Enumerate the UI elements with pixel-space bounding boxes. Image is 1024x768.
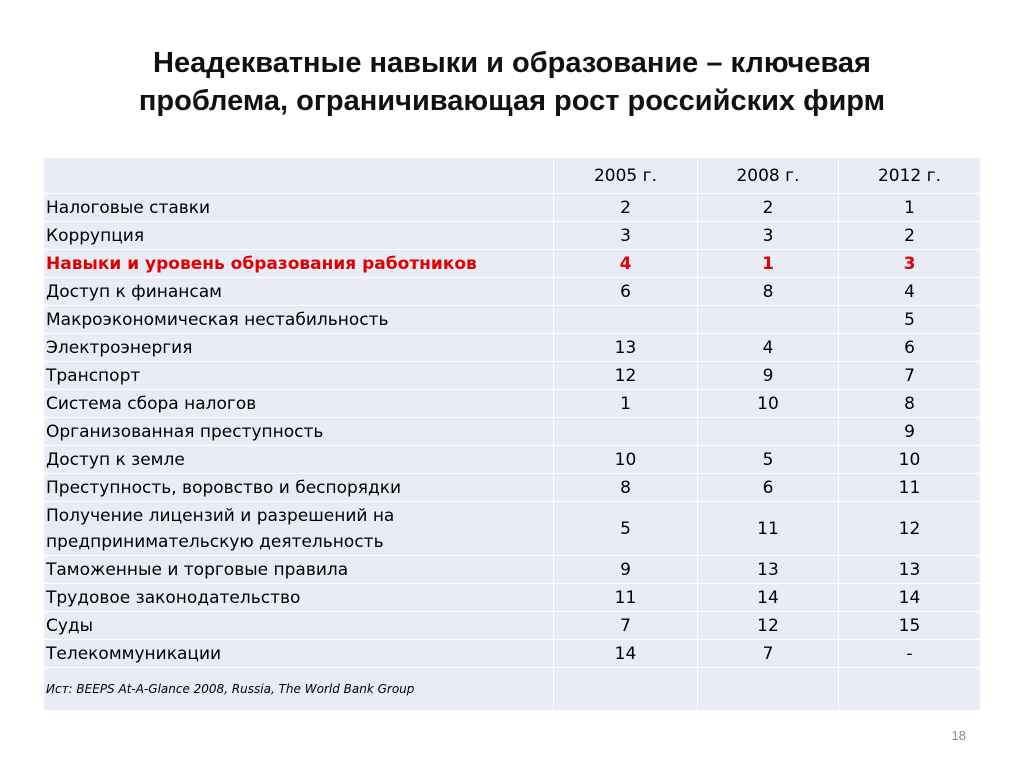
rank-2008-cell (698, 418, 839, 446)
rank-2008-cell: 1 (698, 250, 839, 278)
rank-2008-cell: 5 (698, 446, 839, 474)
factor-cell: Доступ к земле (44, 446, 554, 474)
factor-cell: Получение лицензий и разрешений на предпринимательскую деятельность (44, 502, 554, 556)
table-row-highlighted (44, 250, 981, 278)
rank-2012-cell: - (839, 640, 981, 668)
rank-2008-cell: 4 (698, 334, 839, 362)
table-row (44, 612, 981, 640)
slide-title-line-2: проблема, ограничивающая рост российских фирм (138, 85, 886, 117)
rank-2012-cell: 12 (839, 502, 981, 556)
factor-cell: Макроэкономическая нестабильность (44, 306, 554, 334)
rank-2005-cell: 2 (554, 194, 698, 222)
rank-2012-cell: 9 (839, 418, 981, 446)
rank-2008-cell: 10 (698, 390, 839, 418)
rank-2005-cell: 4 (554, 250, 698, 278)
rank-2012-cell: 14 (839, 584, 981, 612)
rank-2008-cell: 12 (698, 612, 839, 640)
factor-cell: Электроэнергия (44, 334, 554, 362)
factor-cell: Транспорт (44, 362, 554, 390)
table-row (44, 194, 981, 222)
rank-2012-cell: 15 (839, 612, 981, 640)
empty-cell (554, 668, 698, 711)
source-note: Ист: BEEPS At-A-Glance 2008, Russia, The World Bank Group (44, 668, 554, 711)
slide-title (40, 44, 984, 120)
rank-2012-cell: 5 (839, 306, 981, 334)
rank-2005-cell: 12 (554, 362, 698, 390)
empty-cell (698, 668, 839, 711)
table-row (44, 390, 981, 418)
factor-cell: Система сбора налогов (44, 390, 554, 418)
rank-2012-cell: 10 (839, 446, 981, 474)
rank-2008-cell: 6 (698, 474, 839, 502)
table-row (44, 502, 981, 556)
table-row (44, 418, 981, 446)
header-cell-2008: 2008 г. (698, 158, 839, 194)
rank-2008-cell: 8 (698, 278, 839, 306)
factor-cell: Организованная преступность (44, 418, 554, 446)
rank-2005-cell: 5 (554, 502, 698, 556)
rank-2012-cell: 13 (839, 556, 981, 584)
rank-2008-cell: 11 (698, 502, 839, 556)
rank-2012-cell: 7 (839, 362, 981, 390)
table-source-row (44, 668, 981, 711)
header-cell-factor (44, 158, 554, 194)
header-cell-2005: 2005 г. (554, 158, 698, 194)
empty-cell (839, 668, 981, 711)
page-number: 18 (951, 728, 966, 743)
rank-2005-cell: 7 (554, 612, 698, 640)
factor-cell: Доступ к финансам (44, 278, 554, 306)
rank-2012-cell: 3 (839, 250, 981, 278)
rank-2012-cell: 6 (839, 334, 981, 362)
table-row (44, 640, 981, 668)
factor-cell: Телекоммуникации (44, 640, 554, 668)
table-row (44, 306, 981, 334)
table-row (44, 446, 981, 474)
table-row (44, 362, 981, 390)
header-cell-2012: 2012 г. (839, 158, 981, 194)
rank-2005-cell: 1 (554, 390, 698, 418)
factor-cell: Суды (44, 612, 554, 640)
rank-2012-cell: 4 (839, 278, 981, 306)
table-row (44, 334, 981, 362)
rank-2008-cell: 3 (698, 222, 839, 250)
factor-cell: Навыки и уровень образования работников (44, 250, 554, 278)
rank-2005-cell: 6 (554, 278, 698, 306)
rank-2008-cell: 2 (698, 194, 839, 222)
factor-cell: Таможенные и торговые правила (44, 556, 554, 584)
rank-2005-cell: 11 (554, 584, 698, 612)
rank-2005-cell (554, 418, 698, 446)
constraints-ranking-table (43, 157, 981, 711)
rank-2008-cell: 7 (698, 640, 839, 668)
table-row (44, 278, 981, 306)
rank-2008-cell: 13 (698, 556, 839, 584)
factor-cell: Налоговые ставки (44, 194, 554, 222)
rank-2012-cell: 8 (839, 390, 981, 418)
factor-cell: Преступность, воровство и беспорядки (44, 474, 554, 502)
table-row (44, 222, 981, 250)
rank-2005-cell (554, 306, 698, 334)
rank-2008-cell: 9 (698, 362, 839, 390)
rank-2012-cell: 2 (839, 222, 981, 250)
rank-2005-cell: 8 (554, 474, 698, 502)
rank-2012-cell: 1 (839, 194, 981, 222)
slide-title-line-1: Неадекватные навыки и образование – ключевая (153, 47, 871, 79)
table-row (44, 474, 981, 502)
rank-2005-cell: 9 (554, 556, 698, 584)
factor-cell: Трудовое законодательство (44, 584, 554, 612)
rank-2005-cell: 13 (554, 334, 698, 362)
table-row (44, 556, 981, 584)
rank-2005-cell: 3 (554, 222, 698, 250)
rank-2005-cell: 10 (554, 446, 698, 474)
table-header-row (44, 158, 981, 194)
table-row (44, 584, 981, 612)
rank-2012-cell: 11 (839, 474, 981, 502)
rank-2008-cell: 14 (698, 584, 839, 612)
rank-2008-cell (698, 306, 839, 334)
rank-2005-cell: 14 (554, 640, 698, 668)
factor-cell: Коррупция (44, 222, 554, 250)
